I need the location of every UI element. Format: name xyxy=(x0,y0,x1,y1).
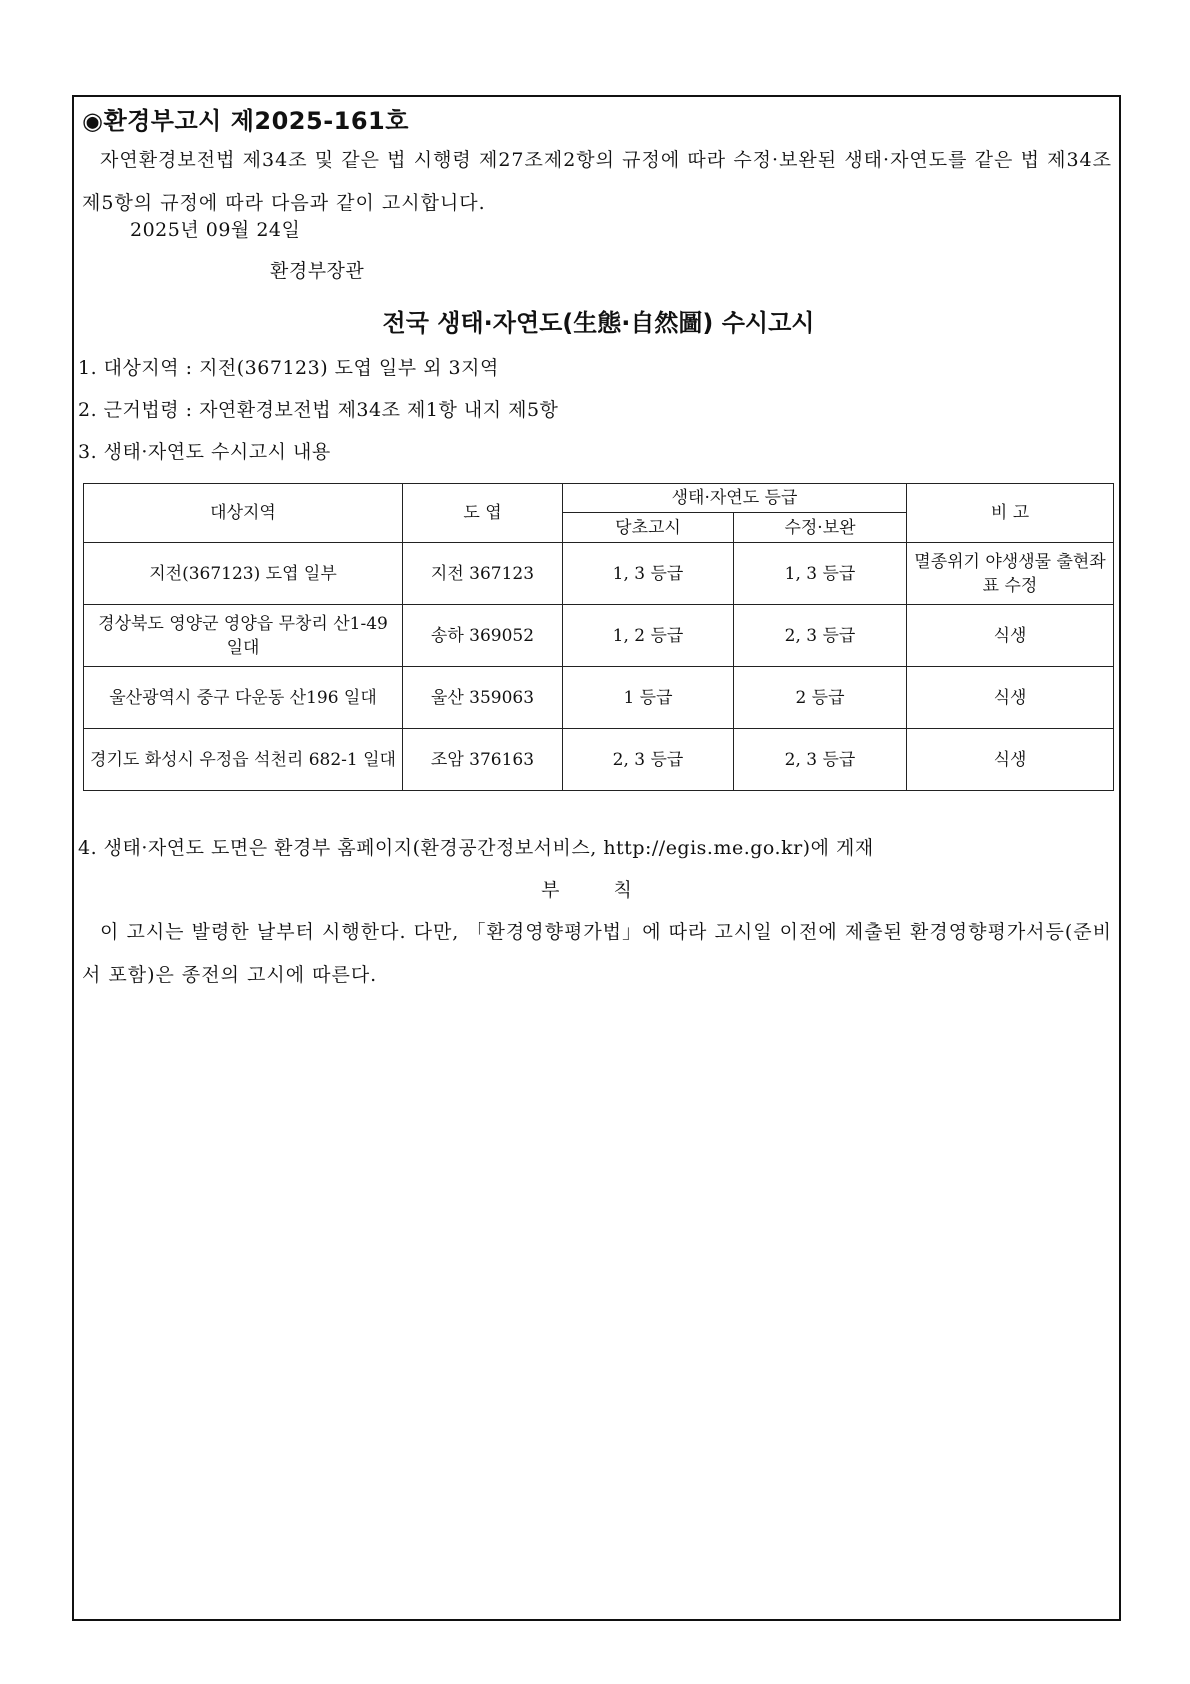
cell-remarks: 멸종위기 야생생물 출현좌표 수정 xyxy=(907,543,1114,605)
table-row xyxy=(84,605,1114,667)
revision-table xyxy=(83,483,1114,791)
cell-sheet: 울산 359063 xyxy=(403,667,563,729)
cell-remarks: 식생 xyxy=(907,729,1114,791)
item-map-publication: 4. 생태·자연도 도면은 환경부 홈페이지(환경공간정보서비스, http://egis.me.go.kr)에 게재 xyxy=(78,837,874,859)
cell-initial: 1, 2 등급 xyxy=(563,605,734,667)
cell-region: 지전(367123) 도엽 일부 xyxy=(84,543,403,605)
cell-initial: 2, 3 등급 xyxy=(563,729,734,791)
header-revised: 수정·보완 xyxy=(734,513,907,543)
header-sheet: 도 엽 xyxy=(403,484,563,543)
cell-region: 울산광역시 중구 다운동 산196 일대 xyxy=(84,667,403,729)
cell-revised: 2 등급 xyxy=(734,667,907,729)
notice-number-heading: ◉환경부고시 제2025-161호 xyxy=(82,107,409,135)
header-remarks: 비 고 xyxy=(907,484,1114,543)
item-target-region: 1. 대상지역 : 지전(367123) 도엽 일부 외 3지역 xyxy=(78,357,499,379)
header-initial: 당초고시 xyxy=(563,513,734,543)
cell-sheet: 조암 376163 xyxy=(403,729,563,791)
cell-initial: 1, 3 등급 xyxy=(563,543,734,605)
cell-sheet: 송하 369052 xyxy=(403,605,563,667)
intro-paragraph: 자연환경보전법 제34조 및 같은 법 시행령 제27조제2항의 규정에 따라 수정·보완된 생태·자연도를 같은 법 제34조제5항의 규정에 따라 다음과 같이 고시합니다. xyxy=(82,149,1112,214)
cell-remarks: 식생 xyxy=(907,667,1114,729)
header-region: 대상지역 xyxy=(84,484,403,543)
cell-initial: 1 등급 xyxy=(563,667,734,729)
cell-remarks: 식생 xyxy=(907,605,1114,667)
table-row xyxy=(84,543,1114,605)
issuer: 환경부장관 xyxy=(270,260,365,282)
item-contents: 3. 생태·자연도 수시고시 내용 xyxy=(78,441,331,463)
supplementary-body: 이 고시는 발령한 날부터 시행한다. 다만, 「환경영향평가법」에 따라 고시일 이전에 제출된 환경영향평가서등(준비서 포함)은 종전의 고시에 따른다. xyxy=(82,921,1112,986)
cell-revised: 2, 3 등급 xyxy=(734,729,907,791)
cell-region: 경상북도 영양군 영양읍 무창리 산1-49 일대 xyxy=(84,605,403,667)
cell-revised: 1, 3 등급 xyxy=(734,543,907,605)
table-row xyxy=(84,729,1114,791)
notice-date: 2025년 09월 24일 xyxy=(130,219,301,241)
item-legal-basis: 2. 근거법령 : 자연환경보전법 제34조 제1항 내지 제5항 xyxy=(78,399,559,421)
table-row xyxy=(84,667,1114,729)
notice-title: 전국 생태·자연도(生態·自然圖) 수시고시 xyxy=(382,309,815,337)
cell-revised: 2, 3 등급 xyxy=(734,605,907,667)
cell-sheet: 지전 367123 xyxy=(403,543,563,605)
cell-region: 경기도 화성시 우정읍 석천리 682-1 일대 xyxy=(84,729,403,791)
header-grade-group: 생태·자연도 등급 xyxy=(563,484,907,513)
table-header-row xyxy=(84,484,1114,513)
notice-frame xyxy=(72,95,1121,1621)
supplementary-title: 부 칙 xyxy=(541,879,656,901)
